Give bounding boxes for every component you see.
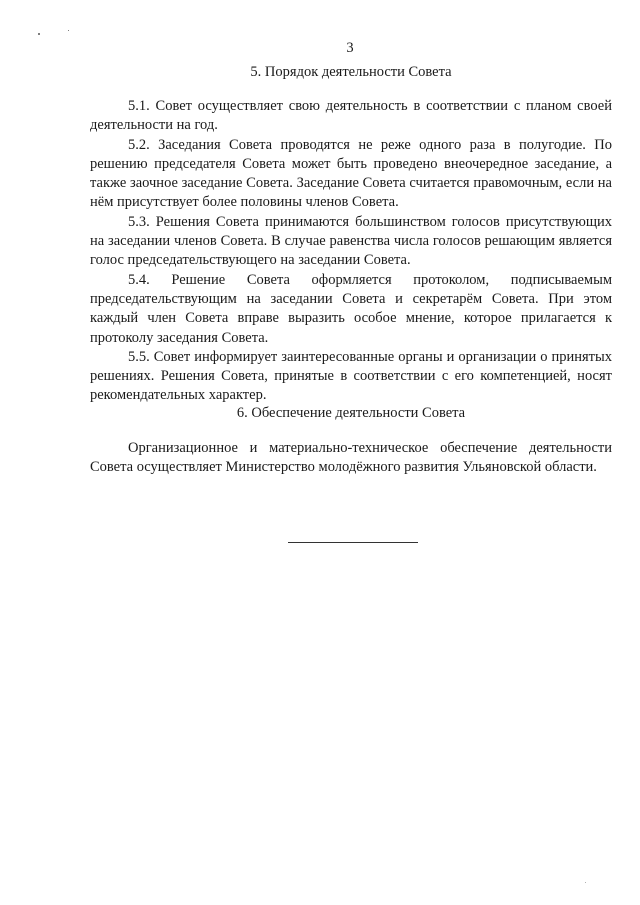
paragraph-5-5: 5.5. Совет информирует заинтересованные органы и организации о принятых решениях. Решения Совета, принятые в соответствии с его компетенцией, носят рекомендательных характер. xyxy=(90,348,612,404)
page-number: 3 xyxy=(346,40,354,56)
paragraph-6-1: Организационное и материально-техническое обеспечение деятельности Совета осуществляет Министерство молодёжного развития Ульяновской области. xyxy=(90,440,612,476)
paragraph-5-1: 5.1. Совет осуществляет свою деятельность в соответствии с планом своей деятельности на год. xyxy=(90,98,612,134)
scan-speck xyxy=(68,30,69,31)
section-6-body xyxy=(90,439,612,478)
paragraph-5-2: 5.2. Заседания Совета проводятся не реже одного раза в полугодие. По решению председателя Совета может быть проведено внеочередное заседание, а также заочное заседание Совета. Заседание Совета считается правомочным, если на нём присутствует более половины членов Совета. xyxy=(90,136,612,211)
paragraph-5-3: 5.3. Решения Совета принимаются большинством голосов присутствующих на заседании членов Совета. В случае равенства числа голосов решающим является голос председательствующего на заседании Совета. xyxy=(90,213,612,269)
section-6-heading: 6. Обеспечение деятельности Совета xyxy=(236,405,466,421)
end-divider-line xyxy=(288,542,418,543)
paragraph-5-4: 5.4. Решение Совета оформляется протоколом, подписываемым председательствующим на заседании Совета и секретарём Совета. При этом каждый член Совета вправе выразить особое мнение, которое прилагается к протоколу заседания Совета. xyxy=(90,271,612,346)
scan-speck xyxy=(38,33,40,35)
section-5-body xyxy=(90,97,612,406)
section-5-heading: 5. Порядок деятельности Совета xyxy=(250,64,452,80)
scan-speck xyxy=(585,882,586,883)
